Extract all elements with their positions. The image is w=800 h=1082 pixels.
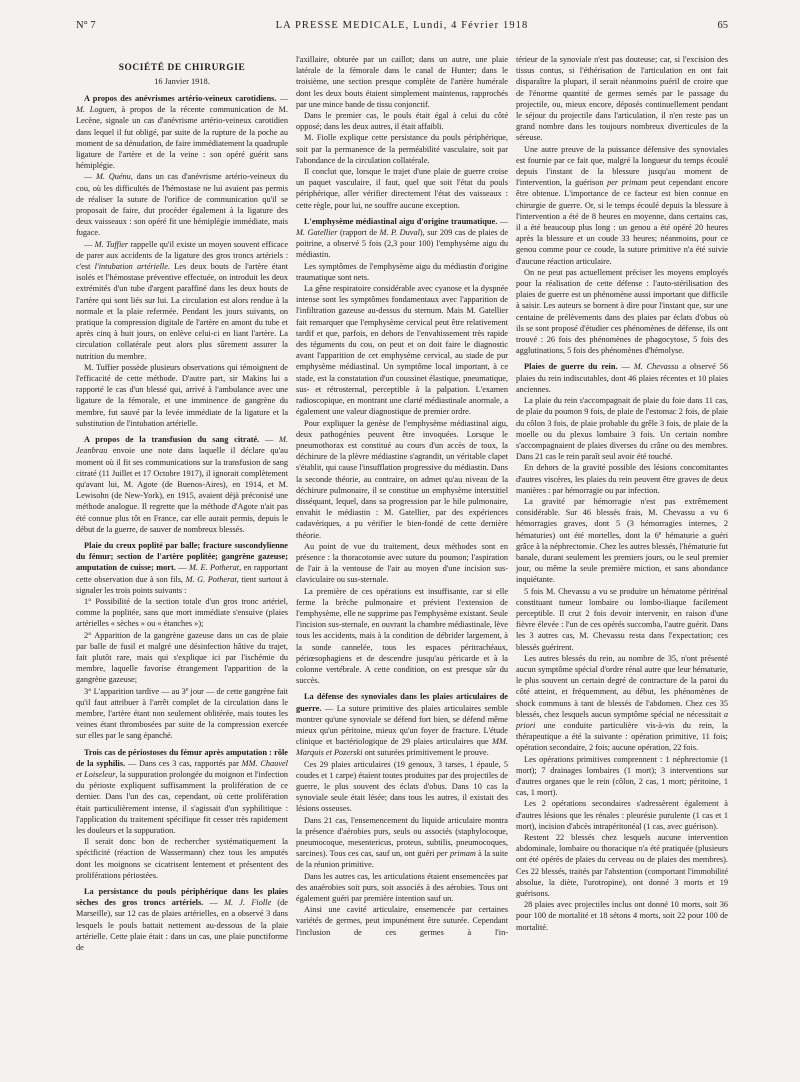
text-run: — xyxy=(617,362,634,372)
text-run: a observé 56 plaies du rein indiscutables, dont 46 plaies récentes et 10 plaies anciennes. xyxy=(516,362,728,394)
text-run: — xyxy=(259,435,280,445)
text-run: Dans 21 cas, l'ensemencement du liquide articulaire montra la présence d'aérobies purs, seuls ou associés (staphylocoque, pneumocoque, mesentericus, proteus, subtilis, pneumocoques, sarcines). Tous ces cas, sauf un, ont guéri xyxy=(296,815,508,859)
article-heading: La persistance du pouls périphérique dans les plaies sèches des gros troncs artériels. xyxy=(76,887,288,908)
text-run: — xyxy=(84,239,95,249)
text-run: Ainsi une cavité articulaire, ensemencée par certaines variétés de germes, peut impunément être suturée. Cependant l'inclusion de ces germes à l'in- xyxy=(296,905,508,937)
paragraph xyxy=(296,132,508,166)
paragraph xyxy=(516,496,728,586)
paragraph xyxy=(76,596,288,630)
paragraph xyxy=(76,434,288,535)
article-heading: A propos de la transfusion du sang citraté. xyxy=(84,435,260,445)
text-run: peut cependant encore être obtenue. L'importance de ce facteur est bien connue en chirurgie de guerre. Or, si le temps écoulé depuis la blessure à l'intervention a été de 8 heures en moyenne, dans certains cas, il a été beaucoup plus long : un genou a été opéré 20 heures après la blessure et un coude 33 heures; néanmoins, pour ce genou comme pour ce coude, la suture primitive n'a été suivie d'aucune réaction articulaire. xyxy=(516,178,728,266)
paragraph xyxy=(296,110,508,132)
text-run: . Les deux bouts de l'artère étant isolés et l'hémostase préventive effectuée, on introduit les deux extrémités d'un tube d'argent paraffiné dans les deux bouts de l'artère qui sont liés sur lui. La circulation est alors rendue à la normale et la plaie refermée. Pendant les jours suivants, on pratique la compression digitale de l'artère en amont du tube et après cinq à huit jours, on enlève celui-ci en liant l'artère. La circulation collatérale peut alors plus sûrement assurer la nutrition du membre. xyxy=(76,262,288,361)
paragraph xyxy=(296,261,508,283)
article-heading: La défense des synoviales dans les plaies articulaires de guerre. xyxy=(296,692,508,713)
text-run: 2° Apparition de la gangrène gazeuse dans un cas de plaie par balle de fusil et malgré une désinfection hâtive du trajet, fait plutôt rare, mais qui s'explique ici par l'ischémie du membre, laquelle favorise étrangement l'apparition de la gangrène gazeuse; xyxy=(76,630,288,685)
italic-text: M. Loguen xyxy=(76,105,115,115)
paragraph xyxy=(76,540,288,596)
article-heading: Plaie du creux poplité par balle; fracture suscondylienne du fémur; section de l'artère poplitée; gangrène gazeuse; amputation de cuisse; mort. xyxy=(76,540,288,573)
superscript: e xyxy=(658,530,662,537)
text-run: — xyxy=(84,172,97,182)
text-run: Ces 29 plaies articulaires (19 genoux, 3 tarses, 1 épaule, 5 coudes et 1 carpe) étaient toutes produites par des projectiles de guerre, le plus souvent des éclats d'obus. Dans 10 cas la synoviale seule était lésée; dans tous les autres, il existait des lésions osseuses. xyxy=(296,759,508,814)
text-run: 28 plaies avec projectiles inclus ont donné 10 morts, soit 36 pour 100 de mortalité et 18 sétons 4 morts, soit 22 pour 100 de mortalité. xyxy=(516,900,728,932)
column-2 xyxy=(296,54,508,1078)
text-run: Il serait donc bon de rechercher systématiquement la spécificité (réaction de Wassermann) chez tous les amputés dont les moignons se cicatrisent lentement et présentent des proliférations périostées. xyxy=(76,837,288,880)
paragraph xyxy=(76,836,288,881)
italic-text: M. P. Duval xyxy=(379,228,420,238)
text-run: En dehors de la gravité possible des lésions concomitantes d'autres viscères, les plaies du rein peuvent être graves de deux manières : par hémorragie ou par infection. xyxy=(516,463,728,495)
section-title: SOCIÉTÉ DE CHIRURGIE xyxy=(118,63,246,73)
section-date: 16 Janvier 1918. xyxy=(154,77,210,86)
text-run: , à propos de la récente communication de M. Lecène, signale un cas d'anévrisme artério-veineux carotidien dans lequel il fut obligé, par suite de la rupture de la poche au moment de sa dénudation, de faire immédiatement la quadruple ligature de l'artère et de la veine : son opéré guérit sans hémiplégie. xyxy=(76,105,288,171)
italic-text: a priori xyxy=(516,709,728,730)
italic-text: M. Quénu xyxy=(96,172,131,182)
text-run: — xyxy=(276,94,288,103)
paragraph xyxy=(296,815,508,871)
paragraph xyxy=(296,283,508,417)
paragraph xyxy=(516,899,728,933)
text-run: La première de ces opérations est insuffisante, car si elle ferme la brèche pulmonaire et prévient l'extension de l'emphysème, elle ne supprime pas l'emphysème existant. Seule l'incision sus-sternale, en ouvrant la chambre médiastinale, lève tous les accidents, mais à la condition de débrider largement, à la sonde cannelée, tous les espaces péritrachéaux, périœsophagiens et de descendre jusqu'au péricarde et à la colonne vertébrale. A cette condition, on est presque sûr du succès. xyxy=(296,586,508,686)
paragraph xyxy=(296,759,508,815)
text-run: (rapport de xyxy=(337,228,380,238)
paragraph xyxy=(76,239,288,362)
paragraph xyxy=(76,747,288,837)
journal-title: LA PRESSE MEDICALE, Lundi, 4 Février 1918 xyxy=(275,20,529,31)
text-run: rappelle qu'il existe un moyen souvent efficace de parer aux accidents de la ligature des gros troncs artériels : c'est xyxy=(76,239,288,272)
column-3 xyxy=(516,54,728,1078)
text-run: — xyxy=(175,563,189,573)
paragraph xyxy=(516,361,728,395)
paragraph xyxy=(76,362,288,429)
italic-text: MM. Marquis et Pozerski xyxy=(296,737,508,758)
paragraph xyxy=(296,418,508,541)
paragraph xyxy=(76,686,288,742)
italic-text: l'intubation artérielle xyxy=(94,262,168,272)
paragraph xyxy=(76,630,288,686)
text-run: — xyxy=(497,216,508,226)
text-run: ), sur 209 cas de plaies de poitrine, a observé 5 fois (2,3 pour 100) l'emphysème aigu du médiastin. xyxy=(296,228,508,260)
italic-text: M. Tuffier xyxy=(94,239,129,249)
text-run: Les autres blessés du rein, au nombre de 35, n'ont présenté aucun symptôme spécial d'ordre rénal autre que leur hématurie, le plus souvent un certain degré de contracture de la paroi du côté atteint, et fréquemment, au début, les phénomènes de shock communs à tant de blessés de l'abdomen. Chez ces 35 blessés, chez lesquels aucun symptôme spécial ne nécessitait xyxy=(516,653,728,719)
italic-text: MM. Chauvel et Loiseleur xyxy=(76,758,288,779)
superscript: e xyxy=(185,686,189,693)
text-run: , en rapportant cette observation due à son fils, xyxy=(76,563,288,584)
paragraph xyxy=(296,691,508,758)
text-run: M. Fiolle explique cette persistance du pouls périphérique, soit par la permanence de la perméabilité vasculaire, soit par l'abondance de la circulation collatérale. xyxy=(296,133,508,165)
paragraph xyxy=(516,832,728,899)
paragraph xyxy=(296,586,508,687)
paragraph xyxy=(516,653,728,754)
paragraph xyxy=(296,904,508,938)
italic-text: per primam xyxy=(607,178,648,188)
text-run: Dans le premier cas, le pouls était égal à celui du côté opposé; dans les deux autres, il était affaibli. xyxy=(296,111,508,132)
paragraph xyxy=(516,798,728,832)
text-run: — Dans ces 3 cas, rapportés par xyxy=(125,758,242,768)
paragraph xyxy=(296,871,508,905)
text-run: Les opérations primitives comprennent : 1 néphrectomie (1 mort); 7 drainages lombaires (1 mort); 3 interventions sur d'autres organes que le rein (côlon, 2 cas, 1 mort; péritoine, 1 cas, 1 mort). xyxy=(516,754,728,798)
text-run: à la suite de la réunion primitive. xyxy=(296,849,508,870)
article-heading: Trois cas de périostoses du fémur après amputation : rôle de la syphilis. xyxy=(76,747,288,768)
text-run: Pour expliquer la genèse de l'emphysème médiastinal aigu, deux pathogénies peuvent être invoquées. Lorsque le pneumothorax est constitué au cours d'un accès de toux, la déchirure de la plèvre médiastine s'agrandit, un véritable clapet s'établit, qui cause l'insufflation progressive du médiastin. Dans la seconde théorie, au contraire, on admet qu'au niveau de la déchirure pulmonaire, il se constitue un emphysème interstitiel disséquant, lequel, dans sa progression par le hile pulmonaire, envahit le médiastin : M. Gatellier, par des expériences cadavériques, a pu vérifier le bien-fondé de cette dernière théorie. xyxy=(296,418,508,540)
text-run: , dans un cas d'anévrisme artério-veineux du cou, où les difficultés de l'hémostase ne lui avaient pas permis de réaliser la suture de l'orifice de communication qu'il se proposait de faire, dut procéder également à la ligature des deux vaisseaux : son opéré fit une hémiplégie immédiate, mais fugace. xyxy=(76,172,288,238)
text-run: ont suturées primitivement le prouve. xyxy=(362,748,489,758)
text-run: 5 fois M. Chevassu a vu se produire un hématome périrénal constituant tumeur lombaire ou lombo-iliaque facilement perceptible. Il crut 2 fois devoir intervenir, en raison d'une fièvre élevée : l'un de ces opérés succomba, l'autre guérit. Dans les 3 autres cas, M. Chevassu resta dans l'expectation; ces blessés guérirent. xyxy=(516,586,728,652)
paragraph xyxy=(76,171,288,238)
paragraph xyxy=(516,754,728,799)
text-run: La plaie du rein s'accompagnait de plaie du foie dans 11 cas, de plaie du poumon 9 fois, de plaie de l'estomac 2 fois, de plaie du côlon 3 fois, de plaie probable du grêle 3 fois, de plaie de la moelle ou du plexus lombaire 3 fois. Un certain nombre s'accompagnaient de plaies diverses du crâne ou des membres. Dans 21 cas le rein paraît seul avoir été touché. xyxy=(516,396,728,462)
italic-text: M. Gatellier xyxy=(296,228,338,238)
text-run: l'axillaire, obturée par un caillot; dans un autre, une plaie latérale de la fémorale dans le canal de Hunter; dans le troisième, une section presque complète de l'artère humérale dont les deux bouts étaient simplement maintenus, rapprochés par une mince bande de tissu conjonctif. xyxy=(296,55,508,109)
text-run: Dans les autres cas, les articulations étaient ensemencées par des anaérobies soit purs, soit associés à des aérobies. Tous ont également guéri par première intention sauf un. xyxy=(296,871,508,904)
article-heading: L'emphysème médiastinal aigu d'origine traumatique. xyxy=(304,216,498,226)
text-run: , tient surtout à signaler les trois points suivants : xyxy=(76,574,288,595)
italic-text: M. Chevassu xyxy=(633,362,679,372)
text-run: — xyxy=(203,898,225,908)
paragraph xyxy=(296,216,508,261)
paragraph xyxy=(76,886,288,953)
paragraph xyxy=(296,166,508,211)
text-run: On ne peut pas actuellement préciser les moyens employés pour la réalisation de cette défense : l'auto-stérilisation des plaies de guerre est un phénomène aussi important que difficile à saisir. Les auteurs se bornent à dire pour l'instant que, sur une centaine de prélèvements dans des plaies par éclats d'obus où ils se sont proposé d'étudier ces phénomènes de défense, ils ont trouvé : 26 fois des phénomènes de phagocytose, 5 fois des agglutinations, 5 fois des phénomènes d'hémolyse. xyxy=(516,267,728,356)
text-run: 3° L'apparition tardive — au 3 xyxy=(84,686,186,696)
article-heading: Plaies de guerre du rein. xyxy=(524,362,618,372)
text-run: Les 2 opérations secondaires s'adressèrent également à d'autres lésions que les rénales : pleurésie purulente (1 cas et 1 mort), incision d'abcès intrapéritonéal (1 cas, avec guérison). xyxy=(516,799,728,831)
column-1 xyxy=(76,54,288,1078)
italic-text: per primam xyxy=(436,849,476,859)
paragraph xyxy=(516,144,728,267)
italic-text: M. E. Potherat xyxy=(189,563,240,573)
paragraph xyxy=(516,462,728,496)
paragraph xyxy=(76,93,288,171)
paragraph xyxy=(296,54,508,110)
paragraph xyxy=(516,586,728,653)
text-run: (de Marseille), sur 12 cas de plaies artérielles, en a observé 3 dans lesquels le pouls battait nettement au-dessous de la plaie artérielle. Cette plaie était : dans un cas, une plaie punctiforme de xyxy=(76,898,288,953)
text-run: Il conclut que, lorsque le trajet d'une plaie de guerre croise un paquet vasculaire, il faut, quel que soit l'état du pouls périphérique, aller vérifier directement l'état des vaisseaux : cette règle, pour lui, ne souffre aucune exception. xyxy=(296,167,508,210)
text-run: — La suture primitive des plaies articulaires semble montrer qu'une synoviale se défend fort bien, se défend même mieux qu'un péritoine, mieux qu'un foyer de fracture. L'étude clinique et bactériologique de 29 plaies articulaires que xyxy=(296,703,508,747)
text-run: Une autre preuve de la puissance défensive des synoviales est fournie par ce fait que, malgré la longueur du temps écoulé depuis l'instant de la blessure jusqu'au moment de l'intervention, la guérison xyxy=(516,144,728,188)
text-run: 1° Possibilité de la section totale d'un gros tronc artériel, comme la poplitée, sans que mort immédiate s'ensuive (plaies artérielles « sèches » ou « étanches »); xyxy=(76,596,288,629)
text-run: M. Tuffier possède plusieurs observations qui témoignent de l'efficacité de cette méthode. D'autre part, sir Makins lui a rapporté le cas d'un blessé qui, arrivé à l'ambulance avec une ligature de la fémorale, et une imminence de gangrène du membre, fut sauvé par la levée immédiate de la ligature et la substitution de l'intubation artérielle. xyxy=(76,362,288,428)
italic-text: M. G. Potherat xyxy=(185,574,237,584)
text-run: Restent 22 blessés chez lesquels aucune intervention abdominale, lombaire ou thoracique n'a été pratiquée (plusieurs ont été opérés de plaies du cerveau ou de plaies des membres). Ces 22 blessés, traités par l'abstention (comportant l'immobilité absolue, la diète, l'urotropine), ont donné 3 morts et 19 guérisons. xyxy=(516,833,728,899)
paragraph xyxy=(516,267,728,357)
text-run: hématurie a guéri grâce à la néphrectomie. Chez les autres blessés, l'hématurie fut banale, durant seulement les premiers jours, ou le seul premier jour, ou même la seule première miction, et sans abondance inquiétante. xyxy=(516,530,728,585)
text-run: La gravité par hémorragie n'est pas extrêmement considérable. Sur 46 blessés frais, M. Chevassu a vu 6 hémorragies graves, dont 5 (3 hémorragies internes, 2 hématuries) ont été mortelles, dont la 6 xyxy=(516,496,728,540)
text-run: jour — de cette gangrène fait qu'il faut attribuer à l'arrêt complet de la circulation dans le membre, l'artère étant non seulement oblitérée, mais toutes les veines étant thrombosées par suite de la compression exercée sur elles par le sang épanché. xyxy=(76,686,288,741)
italic-text: M. J. Fiolle xyxy=(224,898,272,908)
text-run: une conduite particulière vis-à-vis du rein, la thérapeutique a été la suivante : opération primitive, 11 fois; opération secondaire, 2 fois; aucune opération, 22 fois. xyxy=(516,720,728,753)
article-heading: A propos des anévrismes artério-veineux carotidiens. xyxy=(84,94,277,103)
text-run: La gêne respiratoire considérable avec cyanose et la dyspnée intense sont les symptômes fondamentaux avec l'apparition de l'infiltration gazeuse au-dessus du sternum. Mais M. Gatellier fait remarquer que l'emphysème cervical peut être relativement tardif et que, parfois, en dehors de l'envahissement très rapide des téguments du cou, on peut et on doit faire le diagnostic avant l'apparition de cet emphysème cervical, au stade de pur emphysème médiastinal. Un symptôme local important, à ce stade, est la constatation d'un coussinet élastique, pneumatique, sus- et rétrosternal, perceptible à la palpation. L'examen radioscopique, en montrant une clarté médiastinale anormale, a également une valeur diagnostique de premier ordre. xyxy=(296,284,508,417)
text-run: Les symptômes de l'emphysème aigu du médiastin d'origine traumatique sont nets. xyxy=(296,261,508,282)
paragraph xyxy=(296,541,508,586)
page-header xyxy=(76,19,728,35)
text-run: térieur de la synoviale n'est pas douteuse; car, si l'excision des tissus contus, si l'éthérisation de l'articulation en ont fait disparaître la plupart, il serait néanmoins puéril de croire que de l'énorme quantité de germes semés par le passage du projectile, ou, mieux encore, déposés continuellement pendant le séjour du projectile dans l'articulation, il n'en reste pas un grand nombre dans les toujours nombreux diverticules de la séreuse. xyxy=(516,55,728,143)
page-number: 65 xyxy=(717,20,728,31)
issue-number: N° 7 xyxy=(76,20,96,31)
text-run: envoie une note dans laquelle il déclare qu'au moment où il fit ses communications sur la transfusion de sang citraté (11 Juillet et 17 Octobre 1917), il ignorait complètement qu'avant lui, M. Agote (de Buenos-Aires), en 1914, et M. Lewisohn (de New-York), en 1915, avaient déjà préconisé une méthode analogue. Il regrette que la méthode d'Agote n'ait pas été connue plus tôt en France, car elle aurait permis, depuis le début de la guerre, de sauver de nombreux blessés. xyxy=(76,446,288,534)
italic-text: M. Jeanbrau xyxy=(76,435,288,456)
paragraph xyxy=(516,395,728,462)
text-run: , la suppuration prolongée du moignon et l'infection du périoste expliquent suffisamment la prolifération de ce dernier. Dans l'un des cas, cependant, où cette prolifération était particulièrement intense, il s'agissait d'un syphilitique : l'application du traitement spécifique fit cesser très rapidement les douleurs et la suppuration. xyxy=(76,769,288,835)
text-run: Au point de vue du traitement, deux méthodes sont en présence : la thoracotomie avec suture du poumon; l'aspiration de l'air à la ventouse de l'air au moyen d'une incision sus-claviculaire ou sus-sternale. xyxy=(296,541,508,585)
paragraph xyxy=(516,54,728,144)
